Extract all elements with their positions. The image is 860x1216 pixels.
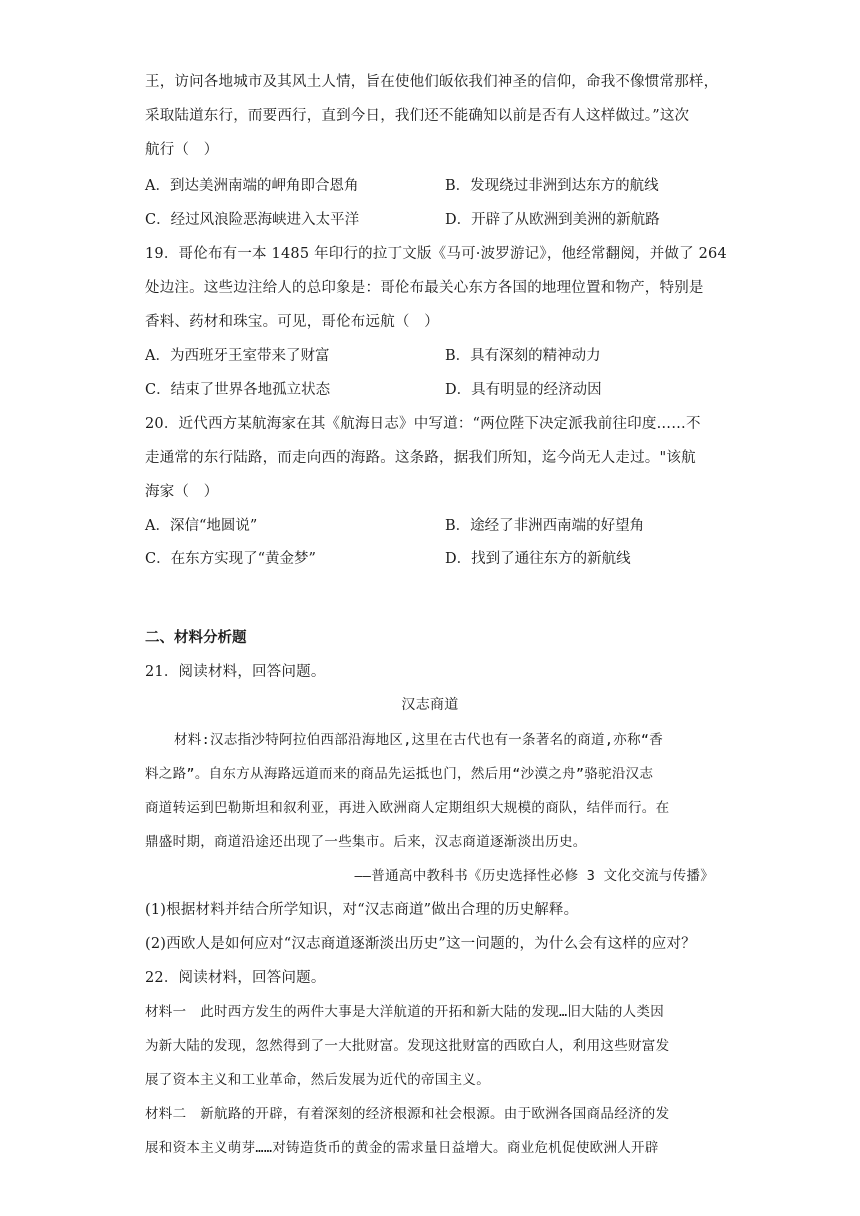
q20-line-3: 海家（ ） — [145, 484, 219, 500]
q20-line-2: 走通常的东行陆路，而走向西的海路。这条路，据我们所知，迄今尚无人走过。"该航 — [145, 450, 696, 466]
q22-material1-line-3: 展了资本主义和工业革命，然后发展为近代的帝国主义。 — [145, 1072, 490, 1088]
q22-material2-line-2: 展和资本主义萌芽……对铸造货币的黄金的需求量日益增大。商业危机促使欧洲人开辟 — [145, 1140, 659, 1156]
q21-sub-question-2: (2)西欧人是如何应对“汉志商道逐渐淡出历史”这一问题的，为什么会有这样的应对？ — [145, 936, 696, 952]
q19-option-a[interactable]: A．为西班牙王室带来了财富 — [145, 348, 330, 364]
q19-line-3: 香料、药材和珠宝。可见，哥伦布远航（ ） — [145, 314, 439, 330]
q22-material1-line-1: 材料一 此时西方发生的两件大事是大洋航道的开拓和新大陆的发现…旧大陆的人类因 — [145, 1004, 665, 1020]
q18-option-b[interactable]: B．发现绕过非洲到达东方的航线 — [445, 178, 659, 194]
q18-line-3: 航行（ ） — [145, 142, 219, 158]
q21-material-line-4: 鼎盛时期，商道沿途还出现了一些集市。后来，汉志商道逐渐淡出历史。 — [145, 834, 587, 850]
q21-material-title: 汉志商道 — [401, 697, 459, 713]
q19-option-d[interactable]: D．具有明显的经济动因 — [445, 382, 602, 398]
q21-material-line-2: 料之路”。自东方从海路远道而来的商品先运抵也门，然后用“沙漠之舟”骆驼沿汉志 — [145, 766, 654, 782]
q20-option-a[interactable]: A．深信“地圆说” — [145, 518, 258, 534]
q19-line-1: 19．哥伦布有一本 1485 年印行的拉丁文版《马可·波罗游记》，他经常翻阅，并做了 264 — [145, 246, 727, 262]
q20-line-1: 20．近代西方某航海家在其《航海日志》中写道：“两位陛下决定派我前往印度……不 — [145, 416, 701, 432]
q20-option-d[interactable]: D．找到了通往东方的新航线 — [445, 551, 631, 567]
q19-option-b[interactable]: B．具有深刻的精神动力 — [445, 348, 601, 364]
q19-line-2: 处边注。这些边注给人的总印象是：哥伦布最关心东方各国的地理位置和物产，特别是 — [145, 280, 704, 296]
q19-option-c[interactable]: C．结束了世界各地孤立状态 — [145, 382, 331, 398]
q20-option-c[interactable]: C．在东方实现了“黄金梦” — [145, 551, 316, 567]
q22-intro: 22．阅读材料，回答问题。 — [145, 970, 326, 986]
q21-material-line-1: 材料:汉志指沙特阿拉伯西部沿海地区,这里在古代也有一条著名的商道,亦称“香 — [174, 732, 664, 748]
q22-material1-line-2: 为新大陆的发现，忽然得到了一大批财富。发现这批财富的西欧白人，利用这些财富发 — [145, 1038, 670, 1054]
q18-option-d[interactable]: D．开辟了从欧洲到美洲的新航路 — [445, 212, 660, 228]
q21-material-line-3: 商道转运到巴勒斯坦和叙利亚，再进入欧洲商人定期组织大规模的商队，结伴而行。在 — [145, 800, 670, 816]
q18-option-a[interactable]: A．到达美洲南端的岬角即合恩角 — [145, 178, 359, 194]
q18-line-2: 采取陆道东行，而要西行，直到今日，我们还不能确知以前是否有人这样做过。”这次 — [145, 108, 690, 124]
q21-sub-question-1: (1)根据材料并结合所学知识，对“汉志商道”做出合理的历史解释。 — [145, 902, 579, 918]
section-title: 二、材料分析题 — [145, 630, 247, 646]
q21-intro: 21．阅读材料，回答问题。 — [145, 664, 326, 680]
q21-source: ——普通高中教科书《历史选择性必修 3 文化交流与传播》 — [354, 868, 714, 884]
q18-option-c[interactable]: C．经过风浪险恶海峡进入太平洋 — [145, 212, 360, 228]
q20-option-b[interactable]: B．途经了非洲西南端的好望角 — [445, 518, 645, 534]
q18-line-1: 王，访问各地城市及其风土人情，旨在使他们皈依我们神圣的信仰，命我不像惯常那样， — [145, 74, 719, 90]
q22-material2-line-1: 材料二 新航路的开辟，有着深刻的经济根源和社会根源。由于欧洲各国商品经济的发 — [145, 1106, 670, 1122]
